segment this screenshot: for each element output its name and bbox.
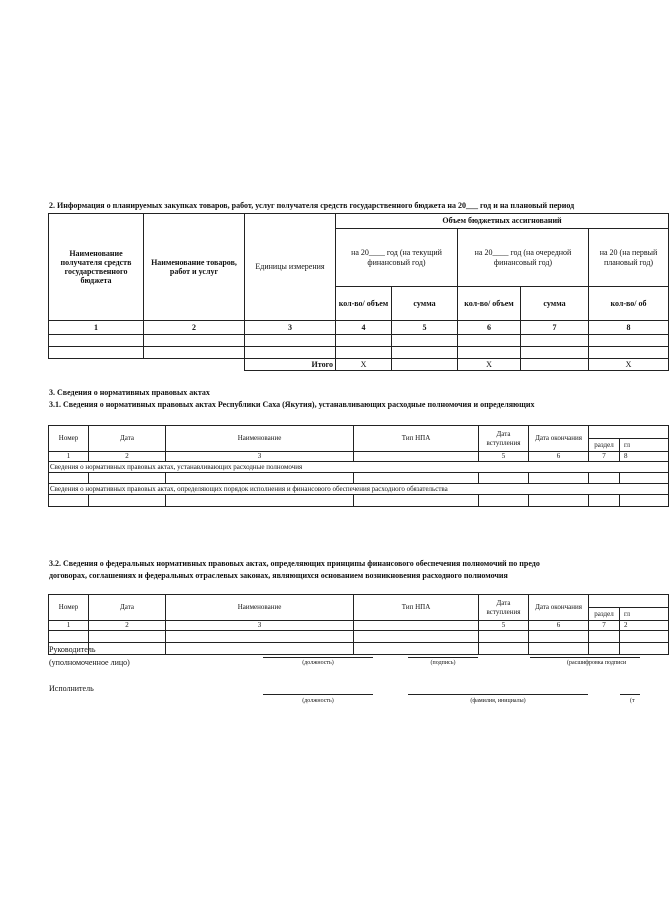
- col-number: 2: [89, 452, 166, 462]
- header-qty-current: кол-во/ объем: [336, 287, 392, 321]
- header-name: Наименование: [166, 426, 354, 452]
- col-number: 7: [589, 621, 620, 631]
- npa-table-federal: [48, 594, 669, 655]
- col-number: 3: [245, 321, 336, 335]
- section3-title: 3. Сведения о нормативных правовых актах: [49, 388, 210, 397]
- header-npa-type: Тип НПА: [354, 595, 479, 621]
- col-number: 5: [479, 621, 529, 631]
- header-number: Номер: [49, 426, 89, 452]
- col-number: 7: [521, 321, 589, 335]
- header-date-end: Дата окончания: [529, 426, 589, 452]
- planned-purchases-table: [48, 213, 669, 371]
- header-name: Наименование: [166, 595, 354, 621]
- section3-1-title: 3.1. Сведения о нормативных правовых актах Республики Саха (Якутия), устанавливающих расходные полномочия и определяющих: [49, 400, 535, 409]
- x-mark: X: [589, 359, 669, 371]
- header-qty-next: кол-во/ объем: [458, 287, 521, 321]
- head-label: Руководитель: [49, 645, 96, 654]
- table-row: [49, 495, 669, 507]
- executor-fio-line: [408, 694, 588, 695]
- total-row: [49, 359, 669, 371]
- col-number: 6: [458, 321, 521, 335]
- col-number: 5: [479, 452, 529, 462]
- header-period-first: на 20 (на первый плановый год): [589, 229, 669, 287]
- table-row: [49, 643, 669, 655]
- group-label-execution: Сведения о нормативных правовых актах, определяющих порядок исполнения и финансового обеспечения расходного обязательства: [49, 484, 669, 495]
- col-number: 1: [49, 621, 89, 631]
- executor-label: Исполнитель: [49, 684, 94, 693]
- position-line: [263, 657, 373, 658]
- header-date-start: Дата вступления: [479, 426, 529, 452]
- table-row: [49, 631, 669, 643]
- header-date: Дата: [89, 426, 166, 452]
- x-mark: X: [336, 359, 392, 371]
- table-row: [49, 335, 669, 347]
- header-date-end: Дата окончания: [529, 595, 589, 621]
- header-period-current: на 20____ год (на текущий финансовый год): [336, 229, 458, 287]
- table-row: [49, 473, 669, 484]
- header-recipient: Наименование получателя средств государственного бюджета: [49, 214, 144, 321]
- table-row: [49, 347, 669, 359]
- header-section: раздел: [589, 608, 620, 621]
- header-period-next: на 20____ год (на очередной финансовый год): [458, 229, 589, 287]
- col-number: 5: [392, 321, 458, 335]
- signature-caption: (подпись): [430, 660, 456, 666]
- head-label-sub: (уполномоченное лицо): [49, 658, 130, 667]
- section2-title: 2. Информация о планируемых закупках товаров, работ, услуг получателя средств государственного бюджета на 20___ год и на плановый период: [49, 201, 575, 210]
- header-goods: Наименование товаров, работ и услуг: [144, 214, 245, 321]
- executor-tel-caption: (т: [630, 698, 635, 704]
- header-date: Дата: [89, 595, 166, 621]
- x-mark: X: [458, 359, 521, 371]
- executor-position-line: [263, 694, 373, 695]
- header-npa-type: Тип НПА: [354, 426, 479, 452]
- col-number: 3: [166, 452, 354, 462]
- group-label-powers: Сведения о нормативных правовых актах, устанавливающих расходные полномочия: [49, 462, 669, 473]
- total-label: Итого: [245, 359, 336, 371]
- header-date-start: Дата вступления: [479, 595, 529, 621]
- header-section: раздел: [589, 439, 620, 452]
- col-number: 2: [89, 621, 166, 631]
- header-volume: Объем бюджетных ассигнований: [336, 214, 669, 229]
- position-caption: (должность): [302, 660, 334, 666]
- npa-table-regional: [48, 425, 669, 507]
- header-chapter: гл: [620, 608, 669, 621]
- col-number: 1: [49, 321, 144, 335]
- executor-tel-line: [620, 694, 640, 695]
- col-number: 2: [620, 621, 669, 631]
- col-number: 1: [49, 452, 89, 462]
- col-number: 2: [144, 321, 245, 335]
- executor-position-caption: (должность): [302, 698, 334, 704]
- header-sum-next: сумма: [521, 287, 589, 321]
- col-number: 6: [529, 621, 589, 631]
- col-number: 6: [529, 452, 589, 462]
- header-chapter: гл: [620, 439, 669, 452]
- col-number: 7: [589, 452, 620, 462]
- col-number: 8: [589, 321, 669, 335]
- col-number: 8: [620, 452, 669, 462]
- section3-2-title-line1: 3.2. Сведения о федеральных нормативных правовых актах, определяющих принципы финансового обеспечения полномочий по предо: [49, 559, 540, 568]
- header-qty-first: кол-во/ об: [589, 287, 669, 321]
- executor-fio-caption: (фамилия, инициалы): [470, 698, 526, 704]
- header-unit: Единицы измерения: [245, 214, 336, 321]
- signature-line: [408, 657, 478, 658]
- section3-2-title-line2: договорах, соглашениях и федеральных отраслевых законах, являющихся основанием возникновения расходного полномочия: [49, 571, 508, 580]
- header-number: Номер: [49, 595, 89, 621]
- decode-caption: (расшифровка подписи: [567, 660, 627, 666]
- col-number: 3: [166, 621, 354, 631]
- col-number: 4: [336, 321, 392, 335]
- header-sum-current: сумма: [392, 287, 458, 321]
- decode-line: [530, 657, 640, 658]
